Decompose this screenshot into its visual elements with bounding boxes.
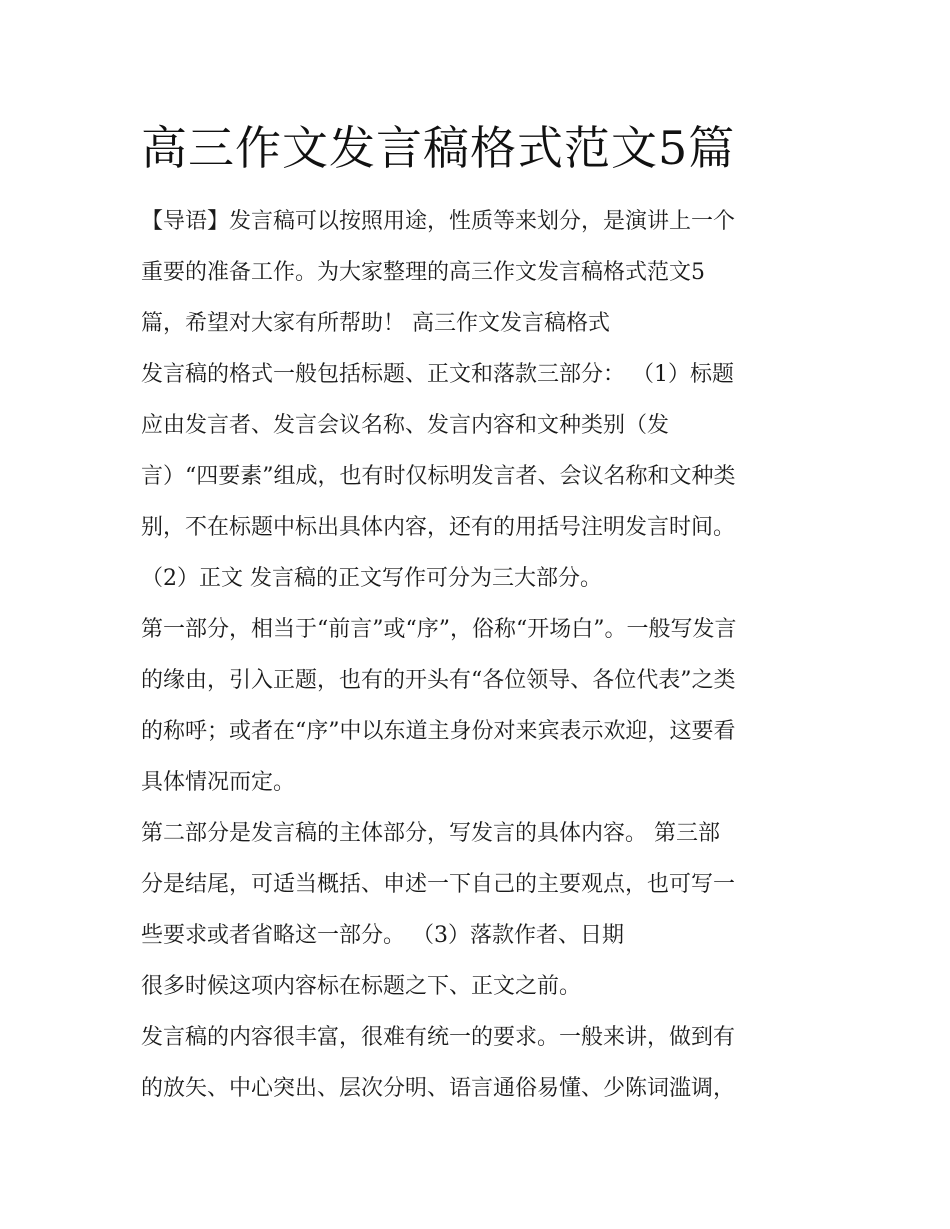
body-line: 第二部分是发言稿的主体部分，写发言的具体内容。 第三部: [141, 821, 720, 846]
body-line: （2）正文 发言稿的正文写作可分为三大部分。: [141, 566, 602, 591]
body-line: 别，不在标题中标出具体内容，还有的用括号注明发言时间。: [141, 515, 736, 540]
body-line: 些要求或者省略这一部分。 （3）落款作者、日期: [141, 923, 624, 948]
body-line: 具体情况而定。: [141, 770, 296, 795]
body-line: 【导语】发言稿可以按照用途，性质等来划分，是演讲上一个: [141, 209, 736, 234]
body-line: 重要的准备工作。为大家整理的高三作文发言稿格式范文5: [141, 260, 705, 285]
body-line: 分是结尾，可适当概括、申述一下自己的主要观点，也可写一: [141, 872, 736, 897]
body-line: 的缘由，引入正题，也有的开头有“各位领导、各位代表”之类: [141, 668, 736, 693]
body-line: 发言稿的内容很丰富，很难有统一的要求。一般来讲，做到有: [141, 1025, 736, 1050]
body-line: 言）“四要素”组成，也有时仅标明发言者、会议名称和文种类: [141, 464, 736, 489]
document-body: [141, 200, 821, 1118]
body-line: 的称呼；或者在“序”中以东道主身份对来宾表示欢迎，这要看: [141, 719, 736, 744]
body-line: 应由发言者、发言会议名称、发言内容和文种类别（发: [141, 413, 670, 438]
document-title: 高三作文发言稿格式范文5篇: [141, 121, 736, 175]
body-line: 很多时候这项内容标在标题之下、正文之前。: [141, 974, 582, 999]
body-line: 篇，希望对大家有所帮助！ 高三作文发言稿格式: [141, 311, 610, 336]
body-line: 发言稿的格式一般包括标题、正文和落款三部分： （1）标题: [141, 362, 734, 387]
body-line: 的放矢、中心突出、层次分明、语言通俗易懂、少陈词滥调，: [141, 1076, 736, 1101]
body-line: 第一部分，相当于“前言”或“序”，俗称“开场白”。一般写发言: [141, 617, 737, 642]
